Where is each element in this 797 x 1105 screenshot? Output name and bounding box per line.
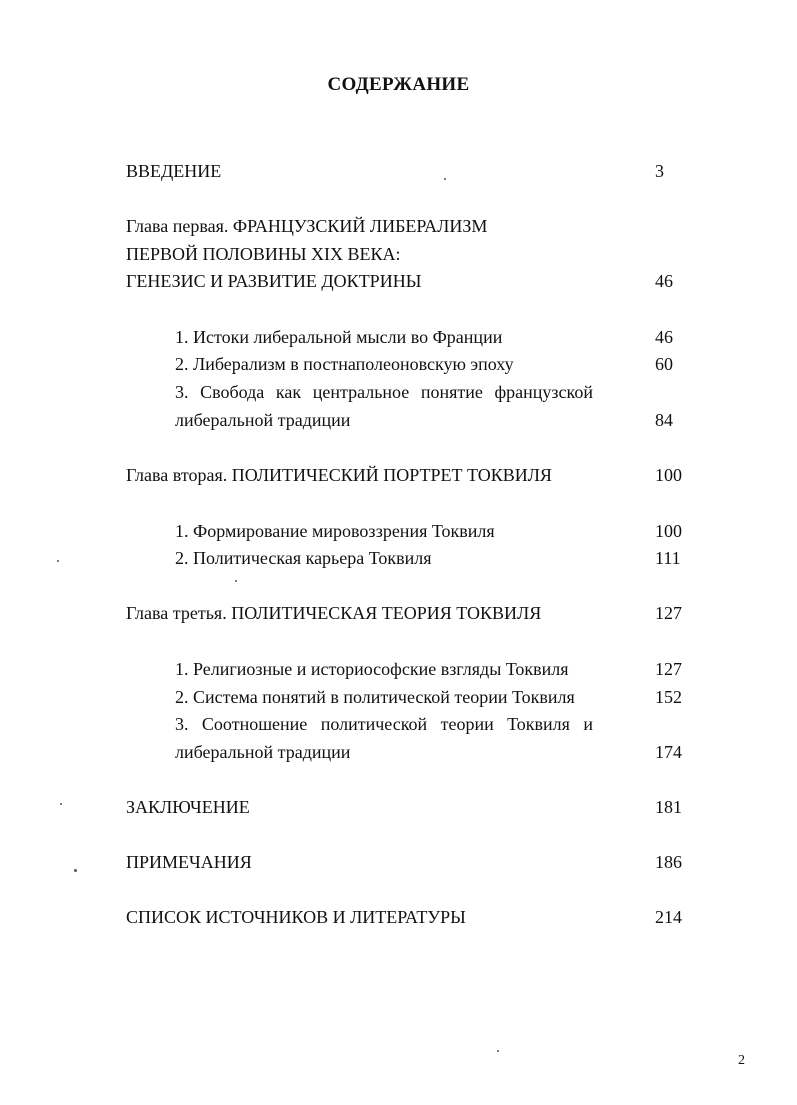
toc-section-3-2: 2. Система понятий в политической теории Токвиля <box>175 687 575 707</box>
toc-page-number: 3 <box>655 161 664 181</box>
toc-page-number: 46 <box>655 327 673 347</box>
toc-section-3-3-line-2: либеральной традиции <box>175 742 351 762</box>
toc-page-number: 186 <box>655 852 682 872</box>
toc-section-1-2: 2. Либерализм в постнаполеоновскую эпоху <box>175 354 514 374</box>
toc-title: СОДЕРЖАНИЕ <box>327 74 470 95</box>
toc-entry-bibliography: СПИСОК ИСТОЧНИКОВ И ЛИТЕРАТУРЫ <box>126 907 466 927</box>
toc-chapter-3: Глава третья. ПОЛИТИЧЕСКАЯ ТЕОРИЯ ТОКВИЛЯ <box>126 603 542 623</box>
toc-section-3-1: 1. Религиозные и историософские взгляды Токвиля <box>175 659 569 679</box>
toc-chapter-1-line-2: ПЕРВОЙ ПОЛОВИНЫ XIX ВЕКА: <box>126 244 401 264</box>
toc-section-3-3-line-1: 3. Соотношение политической теории Токвиля и <box>175 714 593 734</box>
toc-page-number: 100 <box>655 521 682 541</box>
scan-speck <box>74 869 77 872</box>
toc-entry-notes: ПРИМЕЧАНИЯ <box>126 852 252 872</box>
toc-section-2-1: 1. Формирование мировоззрения Токвиля <box>175 521 495 541</box>
toc-page-number: 60 <box>655 354 673 374</box>
toc-page-number: 214 <box>655 907 682 927</box>
toc-section-1-3-line-2: либеральной традиции <box>175 410 351 430</box>
toc-chapter-1-line-3: ГЕНЕЗИС И РАЗВИТИЕ ДОКТРИНЫ <box>126 271 422 291</box>
toc-page-number: 84 <box>655 410 673 430</box>
toc-chapter-1-line-1: Глава первая. ФРАНЦУЗСКИЙ ЛИБЕРАЛИЗМ <box>126 216 488 236</box>
scan-speck <box>57 560 59 562</box>
toc-section-2-2: 2. Политическая карьера Токвиля <box>175 548 432 568</box>
toc-entry-conclusion: ЗАКЛЮЧЕНИЕ <box>126 797 250 817</box>
toc-page-number: 174 <box>655 742 682 762</box>
scan-speck <box>60 803 62 805</box>
scan-speck <box>444 178 446 180</box>
toc-page-number: 46 <box>655 271 673 291</box>
toc-section-1-3-line-1: 3. Свобода как центральное понятие французской <box>175 382 593 402</box>
toc-section-1-1: 1. Истоки либеральной мысли во Франции <box>175 327 503 347</box>
toc-page-number: 100 <box>655 465 682 485</box>
toc-page-number: 181 <box>655 797 682 817</box>
toc-page-number: 127 <box>655 603 682 623</box>
scan-speck <box>235 580 237 582</box>
toc-entry-introduction: ВВЕДЕНИЕ <box>126 161 222 181</box>
scan-speck <box>497 1050 499 1052</box>
toc-page-number: 111 <box>655 548 681 568</box>
toc-page-number: 127 <box>655 659 682 679</box>
toc-chapter-2: Глава вторая. ПОЛИТИЧЕСКИЙ ПОРТРЕТ ТОКВИЛЯ <box>126 465 552 485</box>
page-number: 2 <box>738 1053 745 1068</box>
toc-page-number: 152 <box>655 687 682 707</box>
